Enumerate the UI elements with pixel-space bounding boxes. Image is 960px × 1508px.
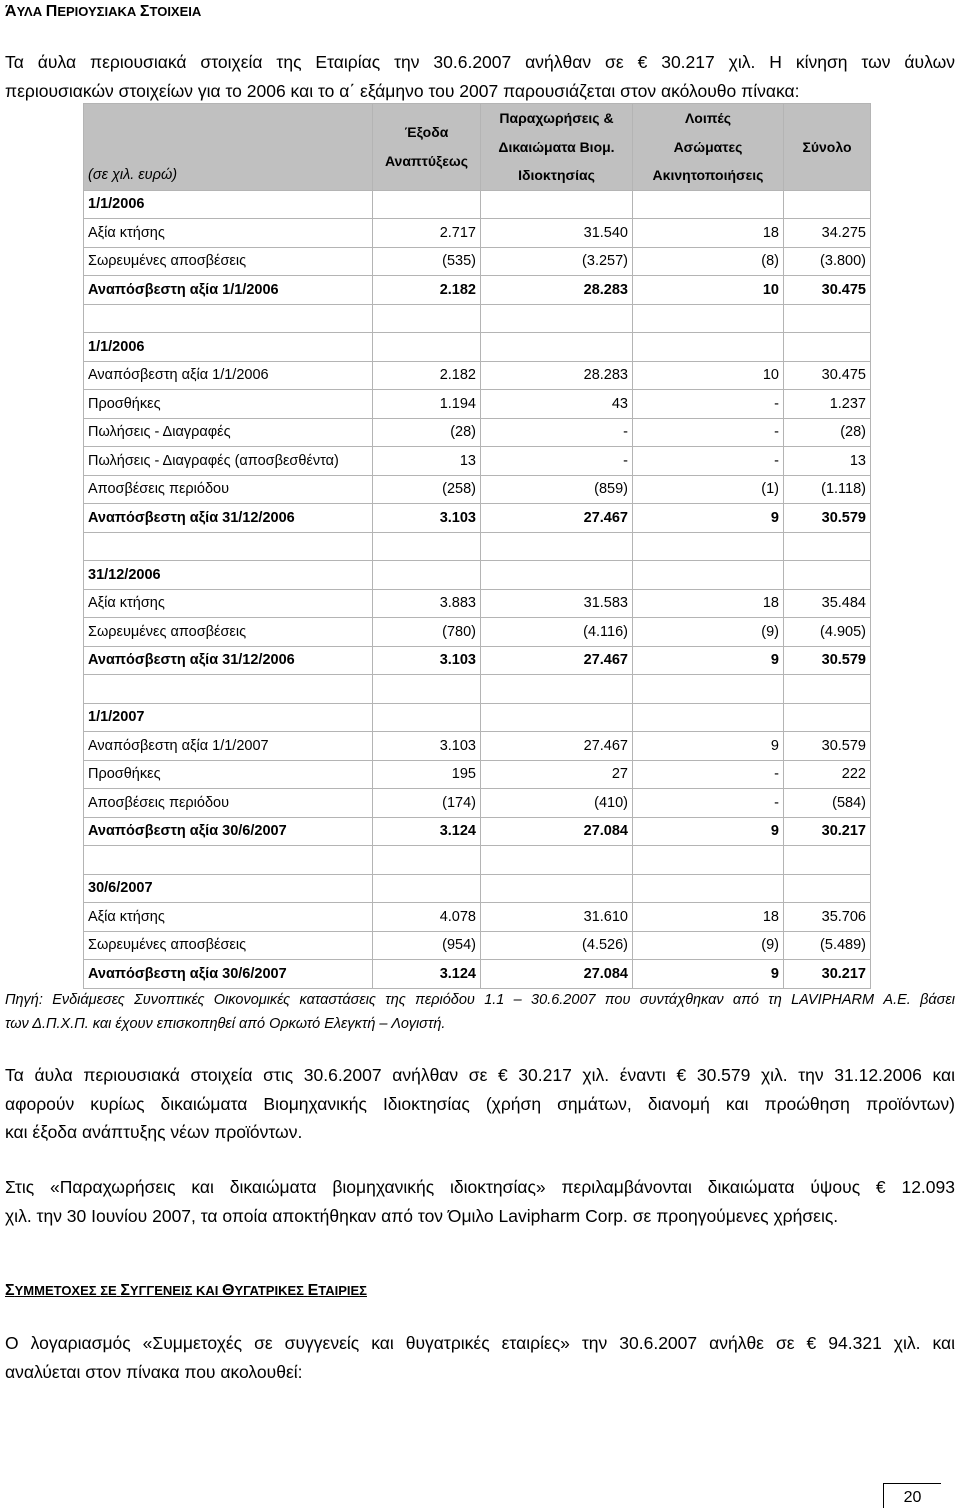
cell-development-costs: (28) xyxy=(373,418,481,447)
table-row xyxy=(84,589,871,618)
cell-industrial-property-rights: (4.526) xyxy=(481,931,633,960)
cell-total: (4.905) xyxy=(784,618,871,647)
heading-word: ΣΥΓΓΕΝΕΙΣ xyxy=(120,1282,193,1299)
text-line: αναλύεται στον πίνακα που ακολουθεί: xyxy=(5,1361,303,1382)
table-row xyxy=(84,475,871,504)
cell-development-costs xyxy=(373,333,481,362)
cell-other-intangibles xyxy=(633,304,784,333)
cell-total xyxy=(784,675,871,704)
cell-other-intangibles: - xyxy=(633,390,784,419)
cell-other-intangibles: 10 xyxy=(633,361,784,390)
table-row xyxy=(84,247,871,276)
heading-word: ΠΕΡΙΟΥΣΙΑΚΑ xyxy=(45,3,137,20)
table-row xyxy=(84,732,871,761)
cell-industrial-property-rights xyxy=(481,561,633,590)
row-label: Πωλήσεις - Διαγραφές xyxy=(84,418,373,447)
cell-total: 13 xyxy=(784,447,871,476)
table-row xyxy=(84,418,871,447)
cell-other-intangibles xyxy=(633,561,784,590)
text-line: Πηγή: Ενδιάμεσες Συνοπτικές Οικονομικές καταστάσεις της περιόδου 1.1 – 30.6.2007 που συντάχθηκαν από τη LAVIPHARM Α.Ε. βάσει xyxy=(5,992,955,1008)
cell-industrial-property-rights: 31.540 xyxy=(481,219,633,248)
cell-other-intangibles xyxy=(633,190,784,219)
heading-initial: Θ xyxy=(222,1282,235,1299)
cell-development-costs xyxy=(373,561,481,590)
cell-industrial-property-rights: 27.084 xyxy=(481,817,633,846)
cell-total xyxy=(784,190,871,219)
col-header-other-intangibles xyxy=(633,104,784,191)
cell-other-intangibles: 10 xyxy=(633,276,784,305)
cell-other-intangibles: 9 xyxy=(633,732,784,761)
cell-industrial-property-rights xyxy=(481,190,633,219)
heading-initial: Π xyxy=(45,3,58,20)
heading-initial: Ε xyxy=(307,1282,319,1299)
cell-other-intangibles: (1) xyxy=(633,475,784,504)
cell-industrial-property-rights: 31.583 xyxy=(481,589,633,618)
heading-word: ΘΥΓΑΤΡΙΚΕΣ xyxy=(222,1282,304,1299)
cell-other-intangibles xyxy=(633,846,784,875)
col-header-line: Λοιπές xyxy=(684,110,732,126)
cell-industrial-property-rights: 27.467 xyxy=(481,646,633,675)
cell-industrial-property-rights: 43 xyxy=(481,390,633,419)
col-header-line: Δικαιώματα Βιομ. xyxy=(498,138,615,155)
cell-industrial-property-rights: (3.257) xyxy=(481,247,633,276)
cell-development-costs: 195 xyxy=(373,760,481,789)
blank-row xyxy=(84,304,871,333)
cell-other-intangibles xyxy=(633,874,784,903)
cell-total xyxy=(784,846,871,875)
cell-industrial-property-rights: 28.283 xyxy=(481,276,633,305)
heading-word: ΣΤΟΙΧΕΙΑ xyxy=(139,3,202,20)
cell-other-intangibles: - xyxy=(633,447,784,476)
cell-other-intangibles: 18 xyxy=(633,219,784,248)
row-label: Πωλήσεις - Διαγραφές (αποσβεσθέντα) xyxy=(84,447,373,476)
col-header-line: Παραχωρήσεις & xyxy=(499,110,614,126)
section-date-row xyxy=(84,561,871,590)
cell-development-costs: 1.194 xyxy=(373,390,481,419)
subtotal-row xyxy=(84,276,871,305)
row-label: Αξία κτήσης xyxy=(84,219,373,248)
row-label: Σωρευμένες αποσβέσεις xyxy=(84,247,373,276)
heading-word: ΚΑΙ xyxy=(196,1283,219,1298)
row-label xyxy=(84,675,373,704)
cell-development-costs xyxy=(373,703,481,732)
blank-row xyxy=(84,846,871,875)
col-header-industrial-property-rights xyxy=(481,104,633,191)
cell-industrial-property-rights: 27.467 xyxy=(481,504,633,533)
text-line: των Δ.Π.Χ.Π. και έχουν επισκοπηθεί από Ορκωτό Ελεγκτή – Λογιστή. xyxy=(5,1016,446,1032)
table-row xyxy=(84,361,871,390)
cell-total: 30.579 xyxy=(784,504,871,533)
row-label xyxy=(84,532,373,561)
cell-development-costs: (535) xyxy=(373,247,481,276)
cell-industrial-property-rights: (859) xyxy=(481,475,633,504)
cell-other-intangibles: (9) xyxy=(633,618,784,647)
cell-development-costs xyxy=(373,874,481,903)
section-date-row xyxy=(84,333,871,362)
cell-other-intangibles xyxy=(633,333,784,362)
cell-development-costs: 3.103 xyxy=(373,504,481,533)
row-label: Αναπόσβεστη αξία 1/1/2007 xyxy=(84,732,373,761)
cell-other-intangibles: (8) xyxy=(633,247,784,276)
row-label: Προσθήκες xyxy=(84,760,373,789)
text-line: Τα άυλα περιουσιακά στοιχεία της Εταιρίας την 30.6.2007 ανήλθαν σε € 30.217 χιλ. Η κίνηση των άυλων xyxy=(5,52,955,72)
cell-total: 30.217 xyxy=(784,817,871,846)
col-header-development-costs xyxy=(373,104,481,191)
cell-total xyxy=(784,703,871,732)
unit-label: (σε χιλ. ευρώ) xyxy=(84,104,373,191)
row-label: Αναπόσβεστη αξία 30/6/2007 xyxy=(84,960,373,989)
cell-other-intangibles: 9 xyxy=(633,817,784,846)
cell-industrial-property-rights xyxy=(481,874,633,903)
cell-development-costs: 3.124 xyxy=(373,960,481,989)
cell-total: 30.579 xyxy=(784,732,871,761)
section-date-row xyxy=(84,190,871,219)
cell-total xyxy=(784,532,871,561)
blank-row xyxy=(84,675,871,704)
cell-development-costs xyxy=(373,675,481,704)
cell-other-intangibles xyxy=(633,532,784,561)
subtotal-row xyxy=(84,817,871,846)
row-label: Σωρευμένες αποσβέσεις xyxy=(84,931,373,960)
row-label: Αξία κτήσης xyxy=(84,903,373,932)
cell-industrial-property-rights xyxy=(481,532,633,561)
heading-initial: Σ xyxy=(5,1282,15,1299)
row-label xyxy=(84,846,373,875)
text-line: αφορούν κυρίως δικαιώματα Βιομηχανικής Ιδιοκτησίας (χρήση σημάτων, διανομή και προώθηση προϊόντων) xyxy=(5,1093,955,1114)
row-label: Σωρευμένες αποσβέσεις xyxy=(84,618,373,647)
cell-other-intangibles: 9 xyxy=(633,960,784,989)
cell-development-costs: 3.103 xyxy=(373,646,481,675)
text-line: χιλ. την 30 Ιουνίου 2007, τα οποία αποκτήθηκαν από τον Όμιλο Lavipharm Corp. σε προηγούμενες χρήσεις. xyxy=(5,1205,839,1226)
cell-industrial-property-rights: - xyxy=(481,447,633,476)
cell-total xyxy=(784,304,871,333)
table-row xyxy=(84,760,871,789)
table-row xyxy=(84,903,871,932)
row-label: Αποσβέσεις περιόδου xyxy=(84,789,373,818)
cell-development-costs: 2.182 xyxy=(373,276,481,305)
cell-total: 35.706 xyxy=(784,903,871,932)
col-header-line: Αναπτύξεως xyxy=(384,152,469,169)
row-label: 31/12/2006 xyxy=(84,561,373,590)
cell-development-costs xyxy=(373,846,481,875)
source-note xyxy=(5,988,955,1036)
paragraph-intangibles-summary xyxy=(5,1061,955,1147)
table-header-row xyxy=(84,104,871,191)
cell-development-costs xyxy=(373,304,481,333)
cell-development-costs: (954) xyxy=(373,931,481,960)
row-label: 30/6/2007 xyxy=(84,874,373,903)
cell-total: 222 xyxy=(784,760,871,789)
cell-industrial-property-rights xyxy=(481,675,633,704)
cell-industrial-property-rights xyxy=(481,846,633,875)
section-date-row xyxy=(84,703,871,732)
cell-total xyxy=(784,561,871,590)
row-label: Προσθήκες xyxy=(84,390,373,419)
cell-total xyxy=(784,333,871,362)
table-row xyxy=(84,219,871,248)
cell-total: 35.484 xyxy=(784,589,871,618)
text-line: περιουσιακών στοιχείων για το 2006 και το α΄ εξάμηνο του 2007 παρουσιάζεται στον ακόλουθο πίνακα: xyxy=(5,80,800,101)
cell-development-costs: 4.078 xyxy=(373,903,481,932)
row-label xyxy=(84,304,373,333)
table-row xyxy=(84,447,871,476)
subtotal-row xyxy=(84,960,871,989)
table-body xyxy=(84,190,871,988)
heading-initial: Σ xyxy=(139,3,150,20)
paragraph-participations xyxy=(5,1329,955,1386)
col-header-total xyxy=(784,104,871,191)
cell-total: (3.800) xyxy=(784,247,871,276)
section-heading-participations xyxy=(5,1280,367,1302)
row-label: Αναπόσβεστη αξία 1/1/2006 xyxy=(84,276,373,305)
row-label: 1/1/2007 xyxy=(84,703,373,732)
cell-total: (584) xyxy=(784,789,871,818)
cell-industrial-property-rights xyxy=(481,703,633,732)
col-header-line: Σύνολο xyxy=(802,138,852,155)
table-row xyxy=(84,618,871,647)
cell-total: (28) xyxy=(784,418,871,447)
cell-other-intangibles: 9 xyxy=(633,504,784,533)
cell-industrial-property-rights: 28.283 xyxy=(481,361,633,390)
intangible-assets-table xyxy=(83,103,871,989)
cell-development-costs: 13 xyxy=(373,447,481,476)
cell-industrial-property-rights: (410) xyxy=(481,789,633,818)
cell-industrial-property-rights: 27 xyxy=(481,760,633,789)
cell-industrial-property-rights: 31.610 xyxy=(481,903,633,932)
row-label: Αναπόσβεστη αξία 30/6/2007 xyxy=(84,817,373,846)
cell-total: 30.579 xyxy=(784,646,871,675)
cell-total: 1.237 xyxy=(784,390,871,419)
row-label: Αναπόσβεστη αξία 31/12/2006 xyxy=(84,646,373,675)
cell-industrial-property-rights: 27.084 xyxy=(481,960,633,989)
col-header-line: Ακινητοποιήσεις xyxy=(652,167,764,183)
cell-other-intangibles: - xyxy=(633,418,784,447)
row-label: Αναπόσβεστη αξία 1/1/2006 xyxy=(84,361,373,390)
heading-word: ΣΕ xyxy=(100,1283,117,1298)
cell-development-costs: 3.883 xyxy=(373,589,481,618)
heading-word: ΆΥΛΑ xyxy=(5,3,43,20)
subtotal-row xyxy=(84,646,871,675)
table-row xyxy=(84,931,871,960)
row-label: Αναπόσβεστη αξία 31/12/2006 xyxy=(84,504,373,533)
cell-other-intangibles: 9 xyxy=(633,646,784,675)
row-label: Αξία κτήσης xyxy=(84,589,373,618)
heading-initial: Σ xyxy=(120,1282,130,1299)
col-header-line: Ασώματες xyxy=(673,138,743,155)
blank-row xyxy=(84,532,871,561)
cell-industrial-property-rights xyxy=(481,333,633,362)
cell-industrial-property-rights: 27.467 xyxy=(481,732,633,761)
cell-development-costs: (258) xyxy=(373,475,481,504)
subtotal-row xyxy=(84,504,871,533)
row-label: 1/1/2006 xyxy=(84,190,373,219)
cell-development-costs: 3.124 xyxy=(373,817,481,846)
heading-initial: Ά xyxy=(5,3,17,20)
heading-word: ΣΥΜΜΕΤΟΧΕΣ xyxy=(5,1282,97,1299)
row-label: Αποσβέσεις περιόδου xyxy=(84,475,373,504)
intro-paragraph xyxy=(5,48,955,105)
cell-other-intangibles xyxy=(633,703,784,732)
cell-development-costs: (780) xyxy=(373,618,481,647)
paragraph-concessions xyxy=(5,1173,955,1230)
col-header-line: Έξοδα xyxy=(404,124,449,141)
cell-total xyxy=(784,874,871,903)
cell-other-intangibles: (9) xyxy=(633,931,784,960)
cell-total: 34.275 xyxy=(784,219,871,248)
cell-development-costs xyxy=(373,532,481,561)
cell-development-costs: 2.717 xyxy=(373,219,481,248)
table-row xyxy=(84,390,871,419)
cell-other-intangibles xyxy=(633,675,784,704)
cell-total: 30.475 xyxy=(784,276,871,305)
cell-total: (1.118) xyxy=(784,475,871,504)
section-title xyxy=(5,1,201,23)
cell-development-costs: 3.103 xyxy=(373,732,481,761)
cell-development-costs: (174) xyxy=(373,789,481,818)
text-line: Στις «Παραχωρήσεις και δικαιώματα βιομηχανικής ιδιοκτησίας» περιλαμβάνονται δικαιώματα ύψους € 12.093 xyxy=(5,1177,955,1197)
row-label: 1/1/2006 xyxy=(84,333,373,362)
cell-industrial-property-rights: (4.116) xyxy=(481,618,633,647)
col-header-line: Ιδιοκτησίας xyxy=(518,167,595,183)
cell-development-costs xyxy=(373,190,481,219)
cell-other-intangibles: 18 xyxy=(633,903,784,932)
cell-total: 30.475 xyxy=(784,361,871,390)
cell-other-intangibles: - xyxy=(633,789,784,818)
cell-other-intangibles: 18 xyxy=(633,589,784,618)
cell-other-intangibles: - xyxy=(633,760,784,789)
cell-industrial-property-rights: - xyxy=(481,418,633,447)
cell-total: (5.489) xyxy=(784,931,871,960)
text-line: και έξοδα ανάπτυξης νέων προϊόντων. xyxy=(5,1122,303,1142)
cell-development-costs: 2.182 xyxy=(373,361,481,390)
table-row xyxy=(84,789,871,818)
heading-word: ΕΤΑΙΡΙΕΣ xyxy=(307,1282,367,1299)
text-line: Ο λογαριασμός «Συμμετοχές σε συγγενείς και θυγατρικές εταιρίες» την 30.6.2007 ανήλθε σε € 94.321 χιλ. και xyxy=(5,1333,955,1353)
cell-industrial-property-rights xyxy=(481,304,633,333)
text-line: Τα άυλα περιουσιακά στοιχεία στις 30.6.2007 ανήλθαν σε € 30.217 χιλ. έναντι € 30.579 χιλ. την 31.12.2006 και xyxy=(5,1065,955,1085)
cell-total: 30.217 xyxy=(784,960,871,989)
page-number: 20 xyxy=(883,1483,941,1508)
section-date-row xyxy=(84,874,871,903)
